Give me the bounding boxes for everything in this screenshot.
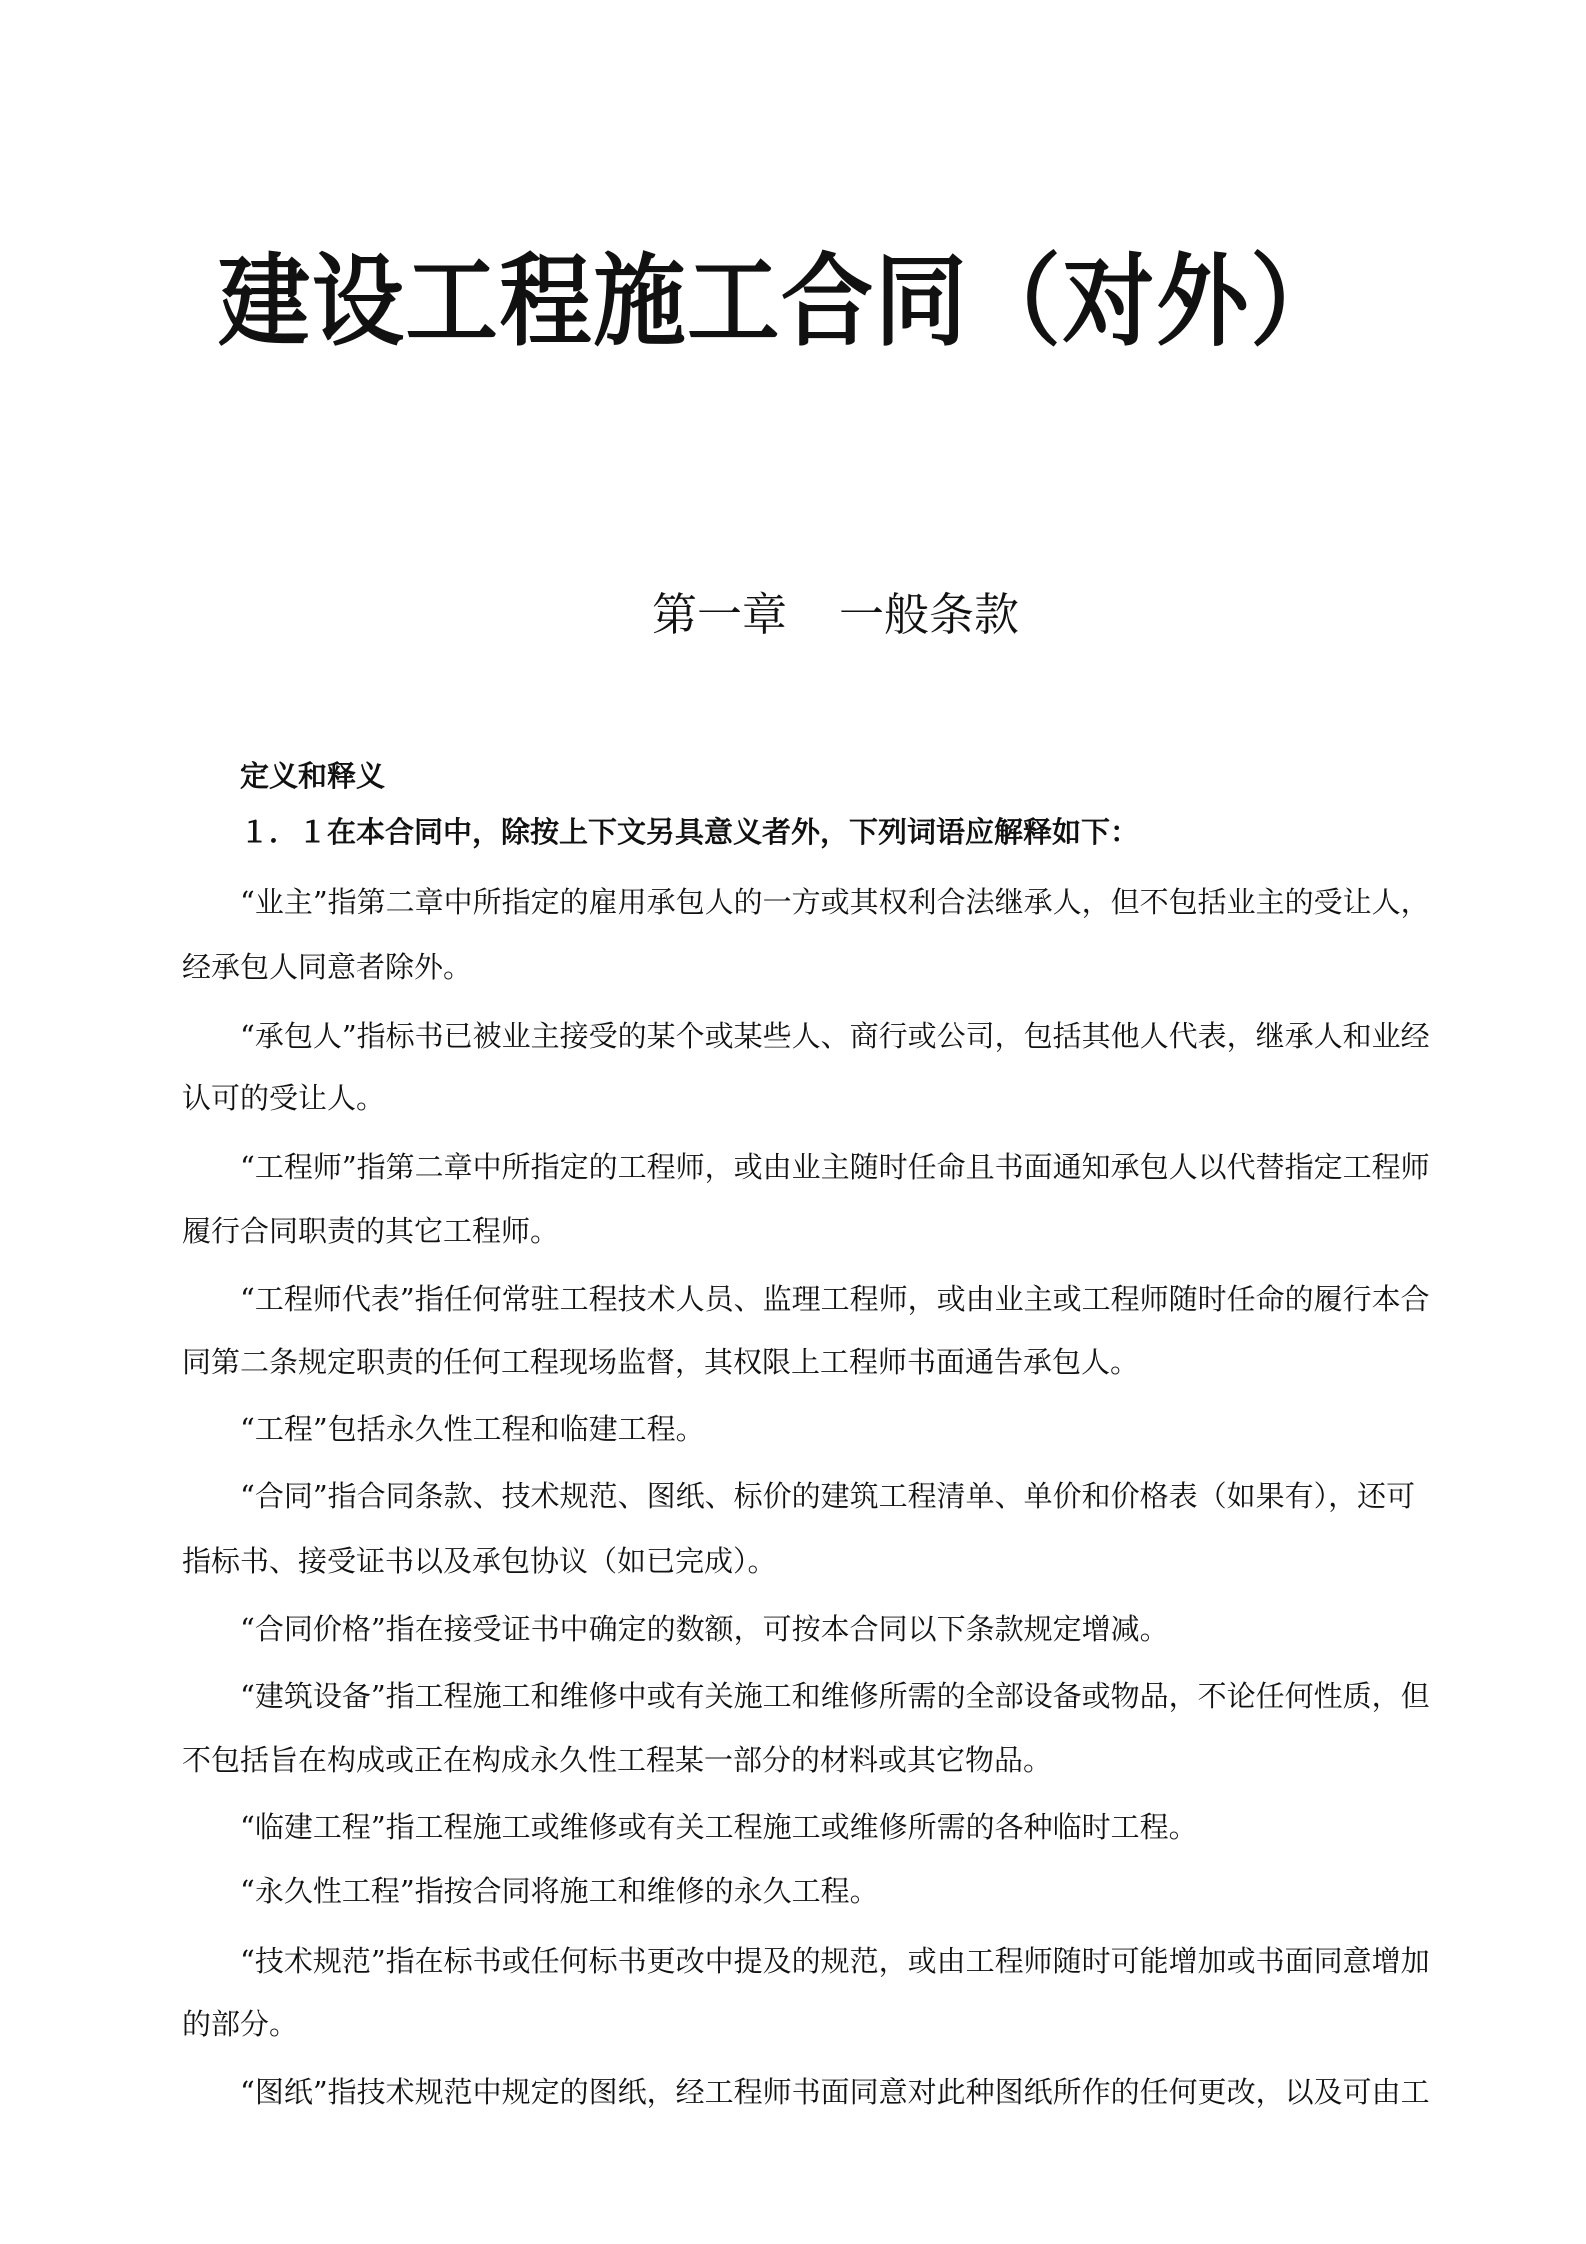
section-heading: 定义和释义 <box>240 759 386 793</box>
chapter-heading <box>652 588 1020 641</box>
definition-line: 不包括旨在构成或正在构成永久性工程某一部分的材料或其它物品。 <box>182 1743 1053 1777</box>
definition-line: “永久性工程”指按合同将施工和维修的永久工程。 <box>240 1874 879 1908</box>
definition-line: 指标书、接受证书以及承包协议（如已完成）。 <box>182 1544 777 1578</box>
definition-line: 同第二条规定职责的任何工程现场监督，其权限上工程师书面通告承包人。 <box>182 1345 1140 1379</box>
definition-line: “合同”指合同条款、技术规范、图纸、标价的建筑工程清单、单价和价格表（如果有），还可 <box>240 1479 1416 1513</box>
document-title: 建设工程施工合同（对外） <box>218 243 1345 360</box>
definition-line: “工程师代表”指任何常驻工程技术人员、监理工程师，或由业主或工程师随时任命的履行本合 <box>240 1282 1430 1316</box>
clause-intro: １．１在本合同中，除按上下文另具意义者外，下列词语应解释如下： <box>240 815 1140 849</box>
definition-line: “工程师”指第二章中所指定的工程师，或由业主随时任命且书面通知承包人以代替指定工程师 <box>240 1150 1430 1184</box>
definition-line: “工程”包括永久性工程和临建工程。 <box>240 1412 705 1446</box>
definition-line: “技术规范”指在标书或任何标书更改中提及的规范，或由工程师随时可能增加或书面同意增加 <box>240 1944 1430 1978</box>
definition-line: 的部分。 <box>182 2007 299 2041</box>
chapter-number: 第一章 <box>652 588 788 641</box>
definition-line: 经承包人同意者除外。 <box>182 950 473 984</box>
definition-line: “临建工程”指工程施工或维修或有关工程施工或维修所需的各种临时工程。 <box>240 1810 1198 1844</box>
definition-line: “建筑设备”指工程施工和维修中或有关施工和维修所需的全部设备或物品，不论任何性质，但 <box>240 1679 1430 1713</box>
definition-line: “图纸”指技术规范中规定的图纸，经工程师书面同意对此种图纸所作的任何更改，以及可由工 <box>240 2075 1430 2109</box>
definition-line: “业主”指第二章中所指定的雇用承包人的一方或其权利合法继承人，但不包括业主的受让人， <box>240 885 1430 919</box>
definition-line: “承包人”指标书已被业主接受的某个或某些人、商行或公司，包括其他人代表，继承人和业经 <box>240 1019 1430 1053</box>
definition-line: “合同价格”指在接受证书中确定的数额，可按本合同以下条款规定增减。 <box>240 1612 1169 1646</box>
definition-line: 履行合同职责的其它工程师。 <box>182 1214 560 1248</box>
definition-line: 认可的受让人。 <box>182 1081 386 1115</box>
chapter-name: 一般条款 <box>839 588 1020 641</box>
